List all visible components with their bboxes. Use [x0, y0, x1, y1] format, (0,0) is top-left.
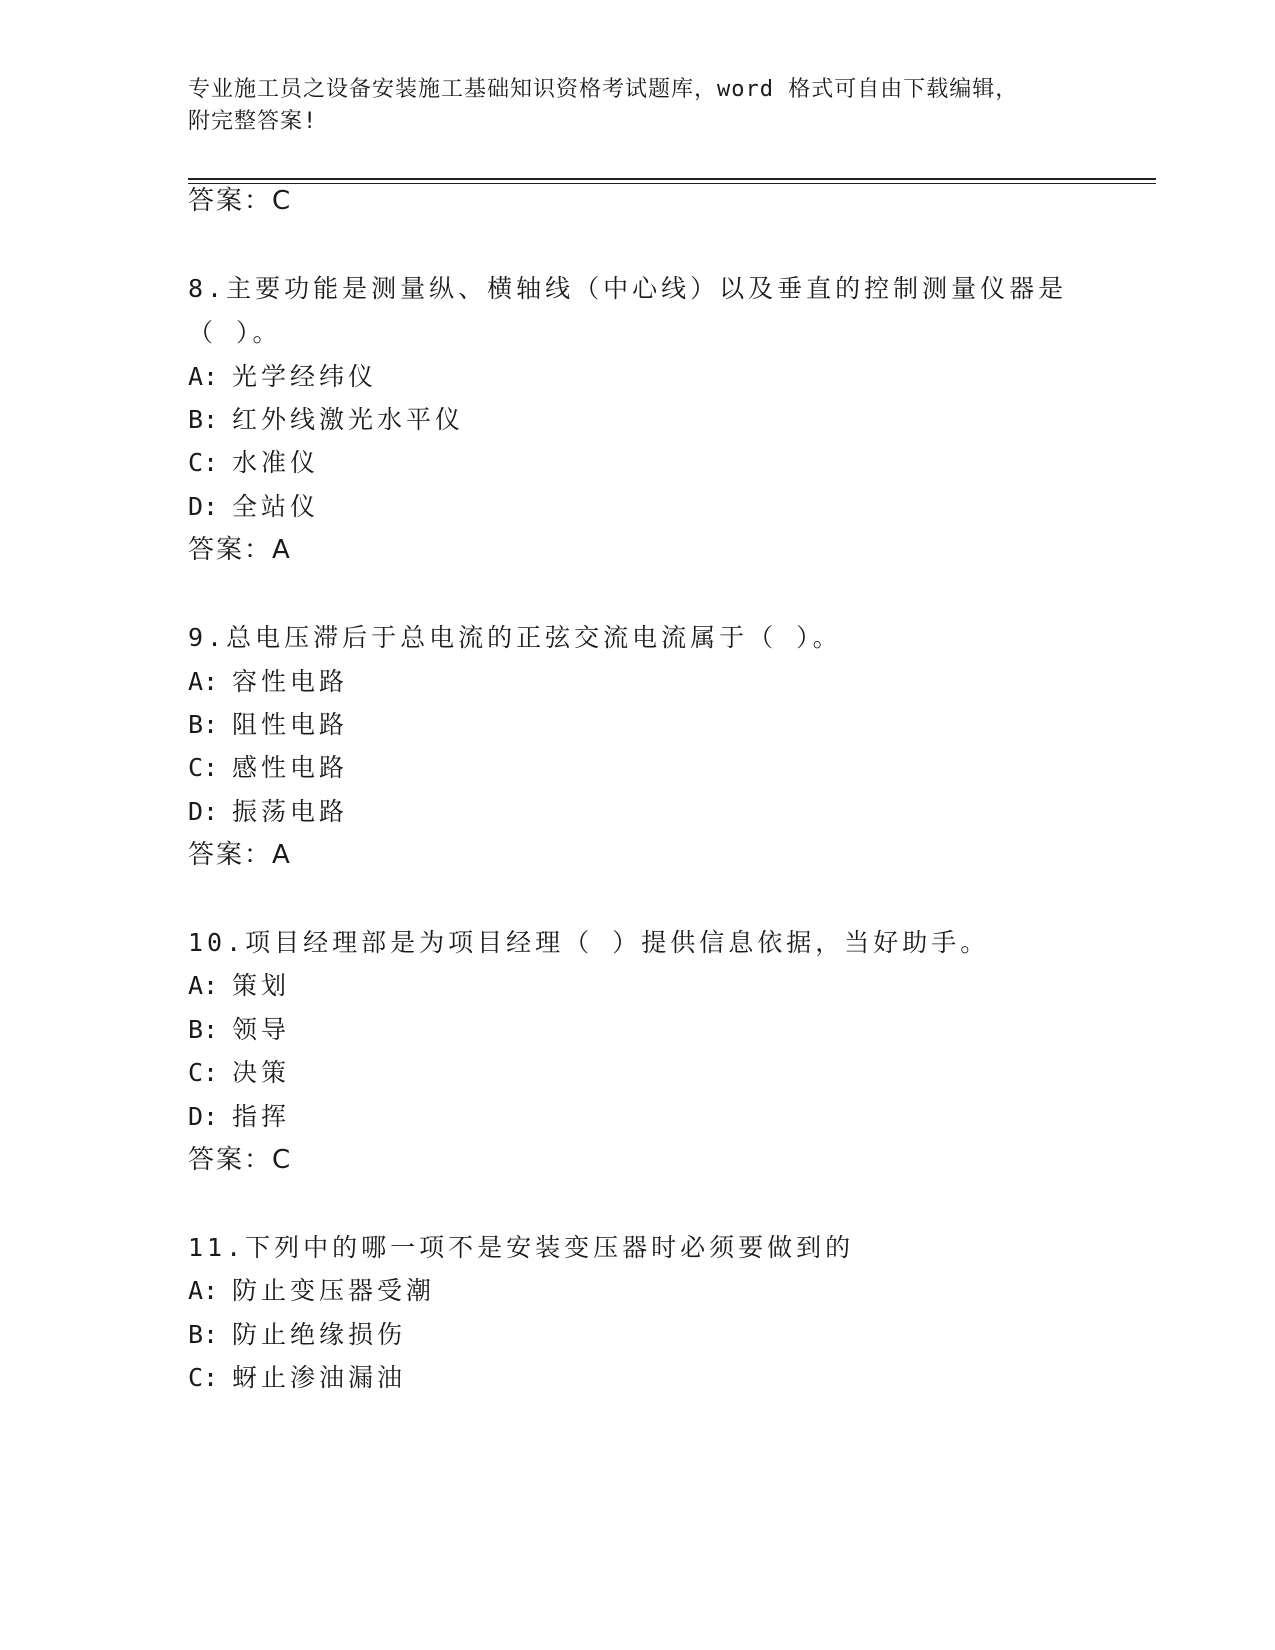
option-text: 容性电路: [232, 667, 349, 696]
option-letter: D:: [188, 797, 219, 826]
option-letter: B:: [188, 710, 219, 739]
option-text: 防止绝缘损伤: [232, 1320, 407, 1349]
question-11-option-b: [188, 1318, 406, 1352]
option-text: 决策: [232, 1058, 291, 1087]
question-9-answer: 答案：A: [188, 840, 292, 870]
header-line-2: 附完整答案!: [188, 109, 318, 134]
question-8-stem: 8.主要功能是测量纵、横轴线（中心线）以及垂直的控制测量仪器是: [188, 274, 1068, 303]
option-letter: D:: [188, 492, 219, 521]
question-9-option-c: [188, 751, 348, 785]
option-text: 防止变压器受潮: [232, 1276, 436, 1305]
question-8-option-c: [188, 446, 319, 480]
question-9-option-a: [188, 665, 348, 699]
option-letter: C:: [188, 753, 219, 782]
question-10-option-c: [188, 1056, 290, 1090]
question-10-stem: 10.项目经理部是为项目经理（ ）提供信息依据，当好助手。: [188, 928, 990, 957]
option-letter: C:: [188, 1363, 219, 1392]
document-header: [188, 74, 1088, 138]
question-8-stem-cont: （ ）。: [188, 318, 282, 347]
option-text: 领导: [232, 1015, 291, 1044]
question-11-stem: 11.下列中的哪一项不是安装变压器时必须要做到的: [188, 1233, 855, 1262]
option-letter: B:: [188, 405, 219, 434]
option-letter: A:: [188, 971, 219, 1000]
option-text: 策划: [232, 971, 291, 1000]
option-letter: A:: [188, 1276, 219, 1305]
option-letter: C:: [188, 448, 219, 477]
option-text: 水准仪: [232, 448, 320, 477]
question-8-answer: 答案：A: [188, 535, 292, 565]
question-9-stem: 9.总电压滞后于总电流的正弦交流电流属于（ ）。: [188, 623, 842, 652]
option-text: 光学经纬仪: [232, 362, 378, 391]
previous-answer: 答案：C: [188, 186, 293, 216]
option-letter: B:: [188, 1015, 219, 1044]
question-11-option-a: [188, 1274, 435, 1308]
option-letter: C:: [188, 1058, 219, 1087]
question-10-option-a: [188, 969, 290, 1003]
question-8-option-d: [188, 490, 319, 524]
question-10-answer: 答案：C: [188, 1145, 293, 1175]
option-text: 全站仪: [232, 492, 320, 521]
header-divider-thick: [188, 178, 1156, 180]
question-10-option-b: [188, 1013, 290, 1047]
option-letter: A:: [188, 667, 219, 696]
question-9-option-d: [188, 795, 348, 829]
option-text: 阻性电路: [232, 710, 349, 739]
option-letter: B:: [188, 1320, 219, 1349]
question-8-option-b: [188, 403, 464, 437]
header-line-1: 专业施工员之设备安装施工基础知识资格考试题库，word 格式可自由下载编辑，: [188, 77, 1019, 102]
option-letter: A:: [188, 362, 219, 391]
option-letter: D:: [188, 1102, 219, 1131]
option-text: 红外线激光水平仪: [232, 405, 465, 434]
option-text: 感性电路: [232, 753, 349, 782]
header-divider-thin: [188, 183, 1156, 184]
option-text: 振荡电路: [232, 797, 349, 826]
question-11-option-c: [188, 1361, 406, 1395]
option-text: 蚜止渗油漏油: [232, 1363, 407, 1392]
question-9-option-b: [188, 708, 348, 742]
question-10-option-d: [188, 1100, 290, 1134]
option-text: 指挥: [232, 1102, 291, 1131]
question-8-option-a: [188, 360, 377, 394]
